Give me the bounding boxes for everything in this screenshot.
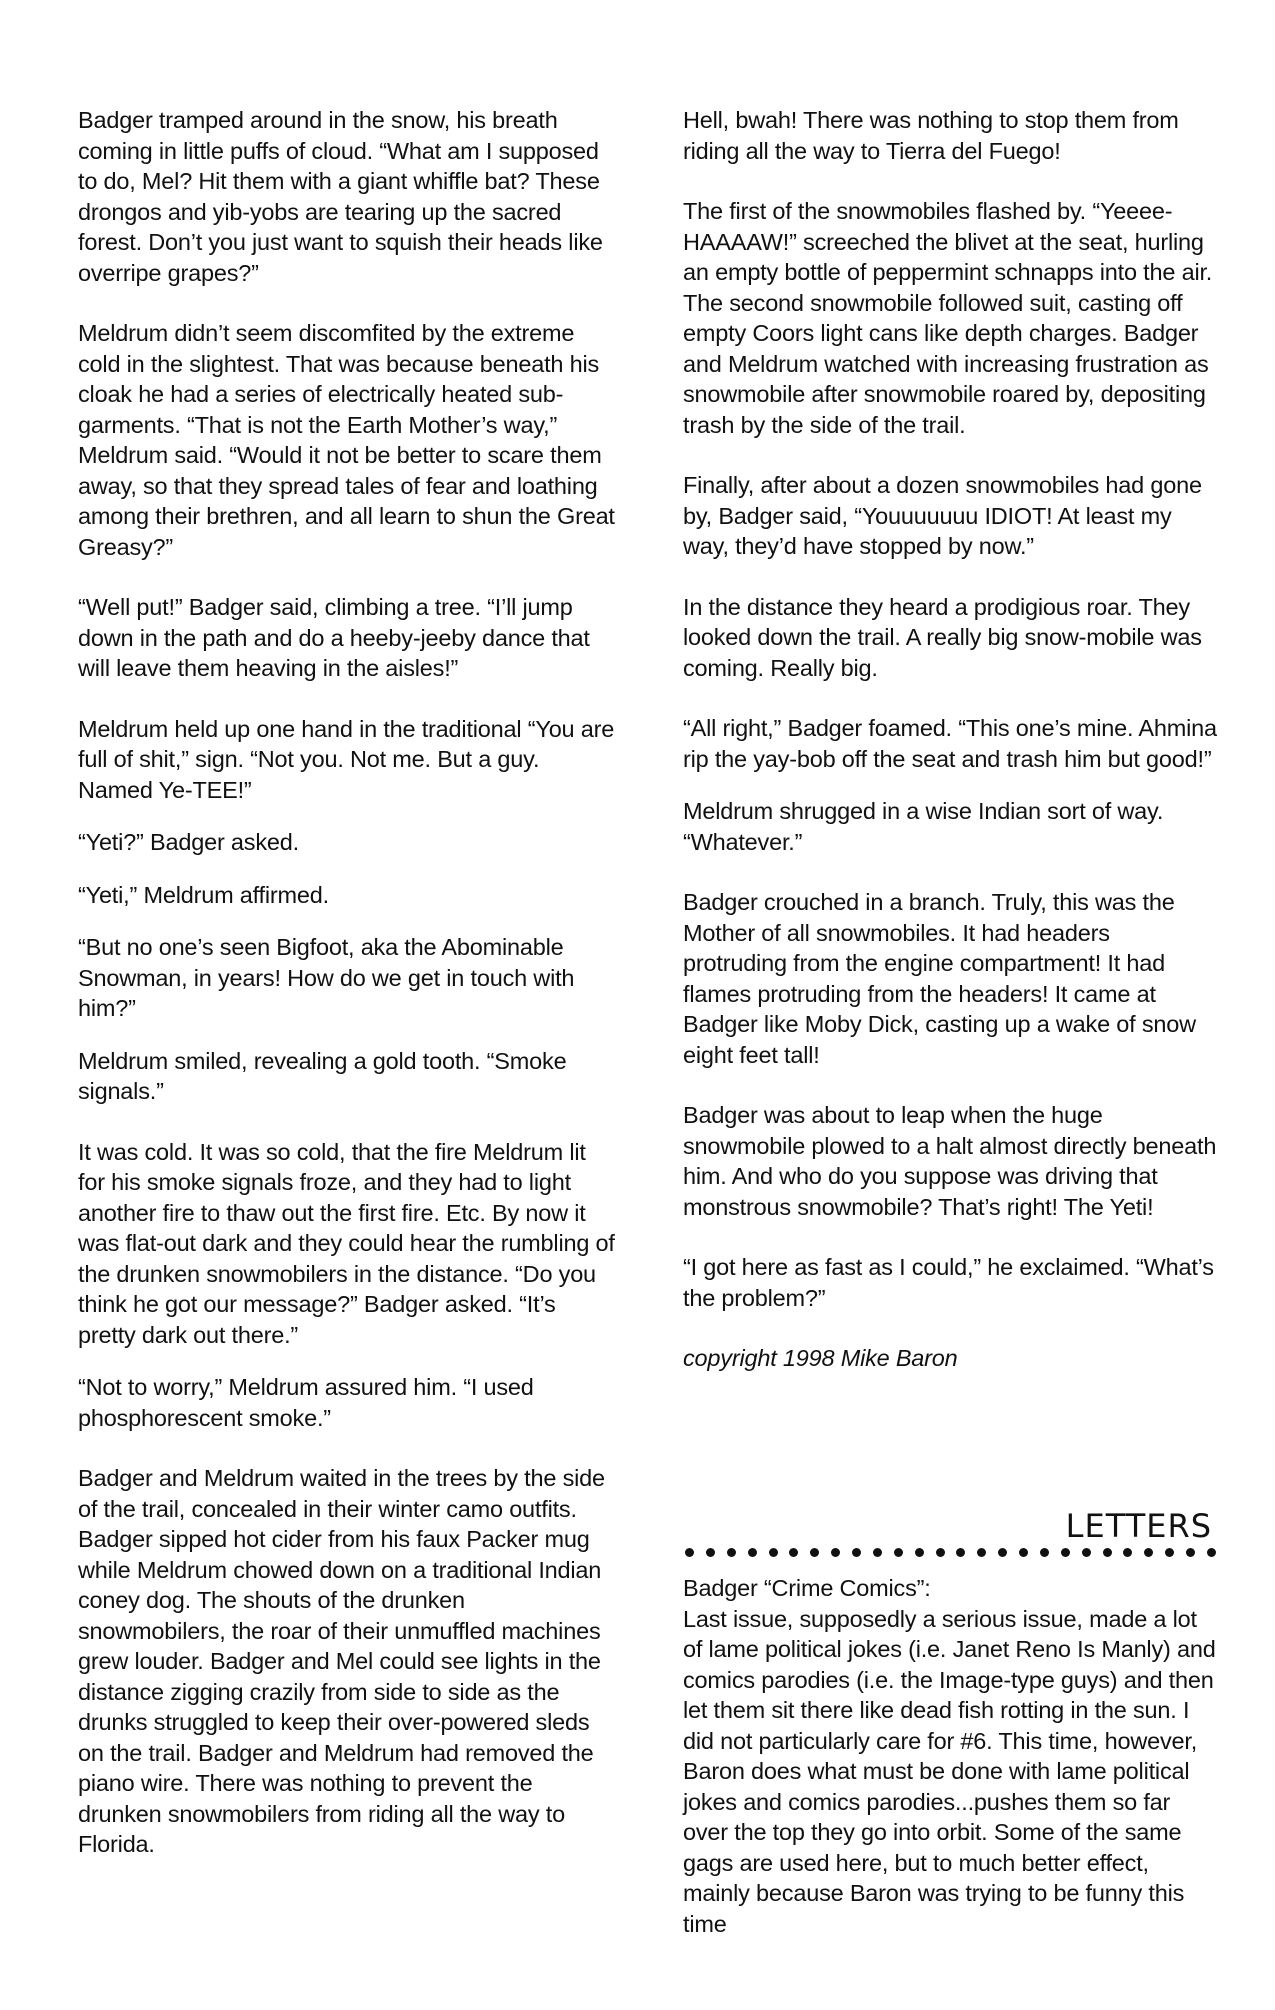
divider-dot — [936, 1548, 945, 1557]
paragraph: Meldrum shrugged in a wise Indian sort of way. “Whatever.” — [683, 798, 1164, 855]
divider-dot — [727, 1548, 736, 1557]
paragraph: Finally, after about a dozen snowmobiles had gone by, Badger said, “Youuuuuuu IDIOT! At least my way, they’d have stopped by now.” — [683, 472, 1202, 559]
letter-text: Last issue, supposedly a serious issue, made a lot of lame political jokes (i.e. Janet Reno Is Manly) and comics parodies (i.e. the Image-type guys) and then let them sit there like dead fish rotting in the sun. I did not particularly care for #6. This time, however, Baron does what must be done with lame political jokes and comics parodies...pushes them so far over the top they go into orbit. Some of the same gags are used here, but to much better effect, mainly because Baron was trying to be funny this time — [683, 1605, 1216, 1937]
divider-dot — [810, 1548, 819, 1557]
paragraph: Badger and Meldrum waited in the trees by the side of the trail, concealed in their winter camo outfits. Badger sipped hot cider from his faux Packer mug while Meldrum chowed down on a traditional Indian coney dog. The shouts of the drunken snowmobilers, the roar of their unmuffled machines grew louder. Badger and Mel could see lights in the distance zigging crazily from side to side as the drunks struggled to keep their over-powered sleds on the trail. Badger and Meldrum had removed the piano wire. There was nothing to prevent the drunken snowmobilers from riding all the way to Florida. — [78, 1465, 605, 1857]
paragraph: “Well put!” Badger said, climbing a tree. “I’ll jump down in the path and do a heeby-jeeby dance that will leave them heaving in the aisles!” — [78, 594, 590, 681]
divider-dot — [685, 1548, 694, 1557]
paragraph: Meldrum held up one hand in the traditional “You are full of shit,” sign. “Not you. Not me. But a guy. Named Ye-TEE!” — [78, 715, 615, 803]
copyright-line: copyright 1998 Mike Baron — [683, 1345, 958, 1371]
divider-dot — [956, 1548, 965, 1557]
divider-dot — [977, 1548, 986, 1557]
paragraph: “I got here as fast as I could,” he exclaimed. “What’s the problem?” — [683, 1254, 1214, 1311]
divider-dot — [1082, 1548, 1091, 1557]
paragraph: Meldrum didn’t seem discomfited by the extreme cold in the slightest. That was because beneath his cloak he had a series of electrically heated sub-garments. “That is not the Earth Mother’s way,” Meldrum said. “Would it not be better to scare them away, so that they spread tales of fear and loathing among their brethren, and all learn to shun the Great Greasy?” — [78, 320, 615, 560]
letter-subject: Badger “Crime Comics”: — [683, 1575, 931, 1601]
divider-dot — [1144, 1548, 1153, 1557]
paragraph: Badger crouched in a branch. Truly, this was the Mother of all snowmobiles. It had headers protruding from the engine compartment! It had flames protruding from the headers! It came at Badger like Moby Dick, casting up a wake of snow eight feet tall! — [683, 889, 1196, 1068]
paragraph: “Yeti,” Meldrum affirmed. — [78, 881, 329, 908]
paragraph: “Yeti?” Badger asked. — [78, 829, 299, 855]
divider-dot — [831, 1548, 840, 1557]
divider-dot — [1123, 1548, 1132, 1557]
divider-dot — [769, 1548, 778, 1557]
paragraph: “But no one’s seen Bigfoot, aka the Abominable Snowman, in years! How do we get in touch with him?” — [78, 934, 575, 1021]
divider-dot — [1207, 1548, 1216, 1557]
letters-body — [683, 1573, 1218, 1939]
paragraph: Hell, bwah! There was nothing to stop them from riding all the way to Tierra del Fuego! — [683, 107, 1179, 164]
divider-dot — [894, 1548, 903, 1557]
paragraph: “All right,” Badger foamed. “This one’s mine. Ahmina rip the yay-bob off the seat and trash him but good!” — [683, 715, 1217, 772]
paragraph: Badger was about to leap when the huge snowmobile plowed to a halt almost directly beneath him. And who do you suppose was driving that monstrous snowmobile? That’s right! The Yeti! — [683, 1102, 1217, 1220]
right-column — [683, 105, 1218, 1374]
divider-dot — [706, 1548, 715, 1557]
paragraph: Meldrum smiled, revealing a gold tooth. “Smoke signals.” — [78, 1047, 567, 1104]
divider-dot — [1186, 1548, 1195, 1557]
divider-dot — [748, 1548, 757, 1557]
divider-dot — [1061, 1548, 1070, 1557]
divider-dot — [852, 1548, 861, 1557]
divider-dot — [1165, 1548, 1174, 1557]
paragraph: In the distance they heard a prodigious roar. They looked down the trail. A really big snow-mobile was coming. Really big. — [683, 593, 1202, 681]
dotted-divider — [683, 1548, 1218, 1557]
divider-dot — [1103, 1548, 1112, 1557]
divider-dot — [998, 1548, 1007, 1557]
divider-dot — [1040, 1548, 1049, 1557]
letters-section — [683, 1508, 1218, 1939]
letters-heading: LETTERS — [1065, 1507, 1212, 1545]
divider-dot — [873, 1548, 882, 1557]
paragraph: It was cold. It was so cold, that the fire Meldrum lit for his smoke signals froze, and they had to light another fire to thaw out the first fire. Etc. By now it was flat-out dark and they could hear the rumbling of the drunken snowmobilers in the distance. “Do you think he got our message?” Badger asked. “It’s pretty dark out there.” — [78, 1138, 615, 1348]
divider-dot — [789, 1548, 798, 1557]
paragraph: The first of the snowmobiles flashed by. “Yeeee-HAAAAW!” screeched the blivet at the seat, hurling an empty bottle of peppermint schnapps into the air. The second snowmobile followed suit, casting off empty Coors light cans like depth charges. Badger and Meldrum watched with increasing frustration as snowmobile after snowmobile roared by, depositing trash by the side of the trail. — [683, 198, 1213, 438]
divider-dot — [1019, 1548, 1028, 1557]
paragraph: “Not to worry,” Meldrum assured him. “I used phosphorescent smoke.” — [78, 1374, 534, 1431]
paragraph: Badger tramped around in the snow, his breath coming in little puffs of cloud. “What am I supposed to do, Mel? Hit them with a giant whiffle bat? These drongos and yib-yobs are tearing up the sacred forest. Don’t you just want to squish their heads like overripe grapes?” — [78, 107, 603, 286]
left-column — [78, 105, 618, 1890]
divider-dot — [915, 1548, 924, 1557]
